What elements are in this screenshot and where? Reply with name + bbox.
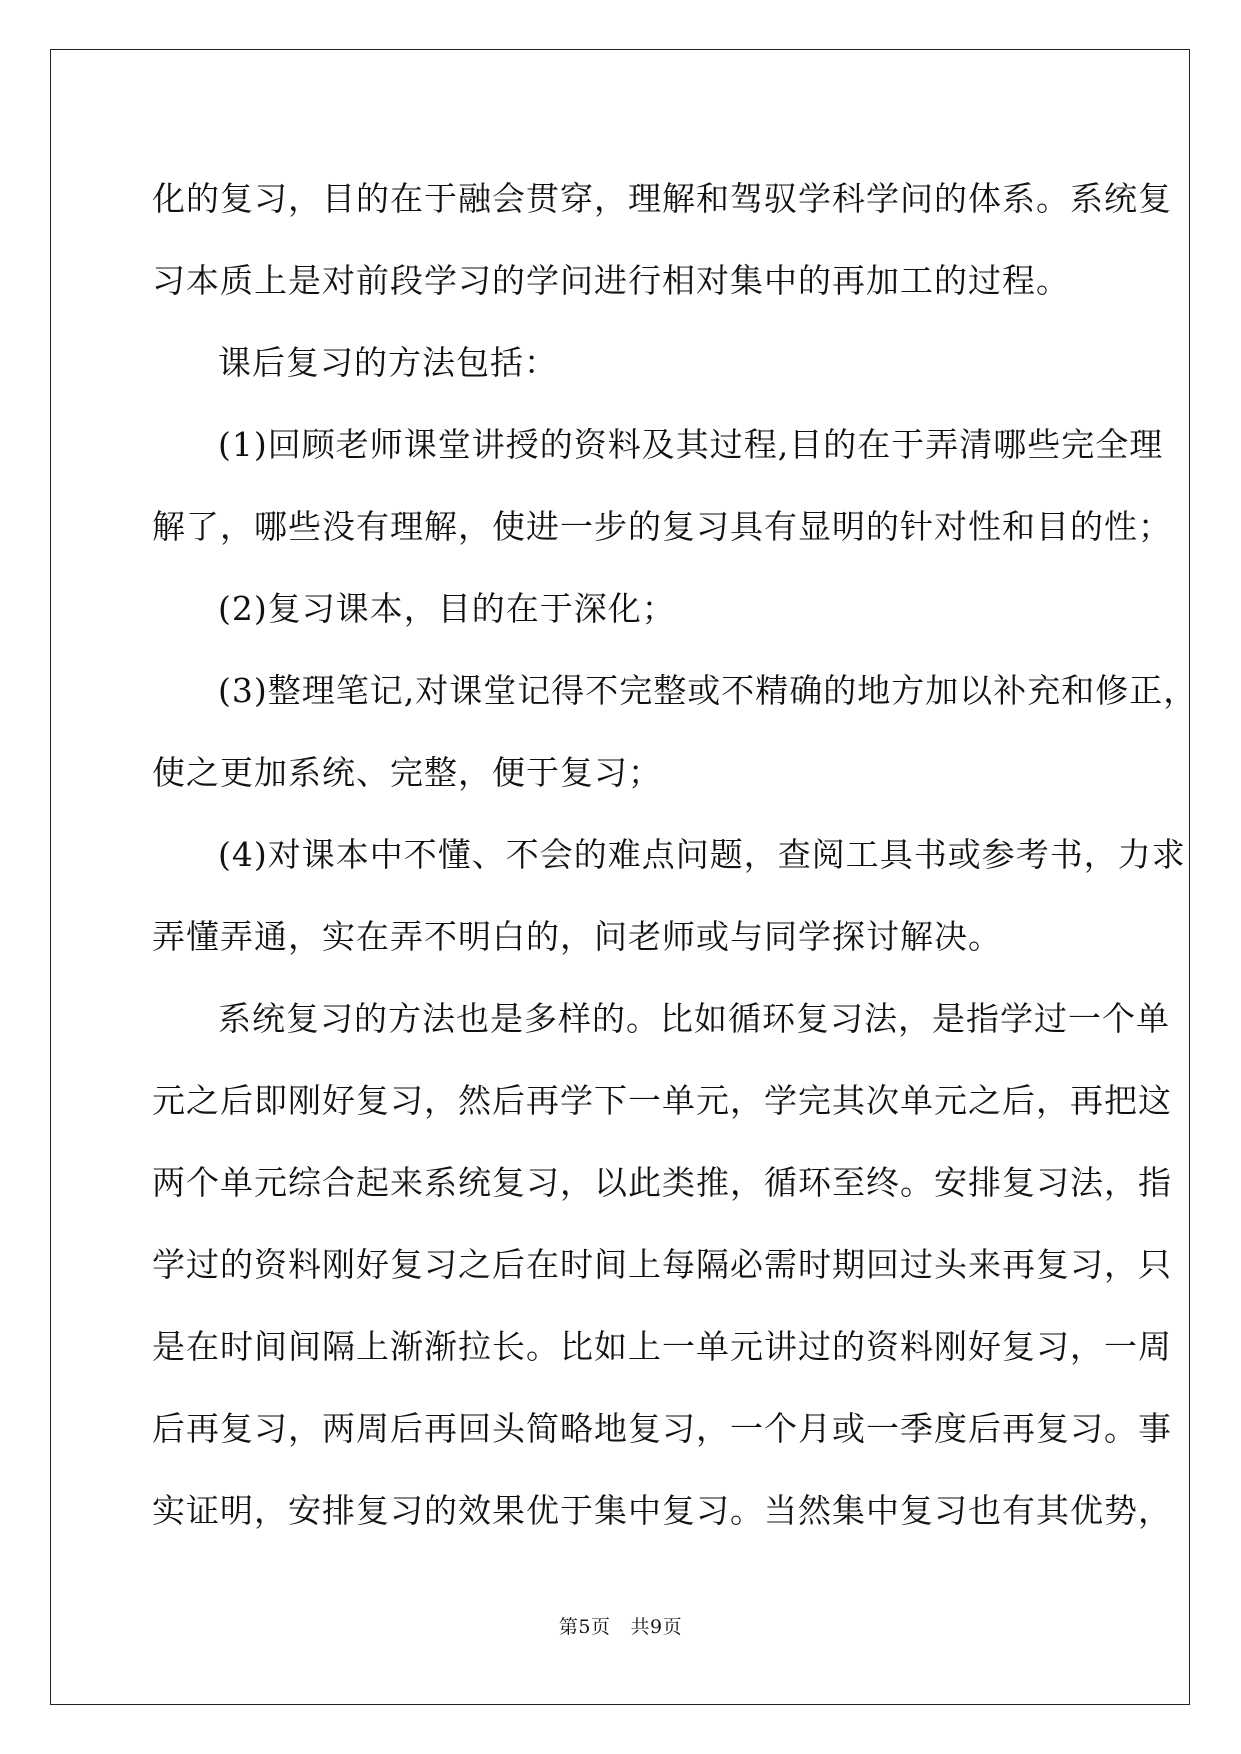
page-number: 第5页 [558,1616,611,1638]
text-line: 学过的资料刚好复习之后在时间上每隔必需时期回过头来再复习，只 [152,1245,1172,1284]
text-line: 实证明，安排复习的效果优于集中复习。当然集中复习也有其优势， [152,1491,1172,1530]
text-line: 后再复习，两周后再回头简略地复习，一个月或一季度后再复习。事 [152,1409,1172,1448]
page-total: 共9页 [630,1616,683,1638]
list-item-1: (1)回顾老师课堂讲授的资料及其过程,目的在于弄清哪些完全理 [218,425,1164,464]
text-line: 习本质上是对前段学习的学问进行相对集中的再加工的过程。 [152,261,1070,300]
text-line: 解了，哪些没有理解，使进一步的复习具有显明的针对性和目的性； [152,507,1172,546]
page-footer [0,1612,1241,1639]
text-line: 弄懂弄通，实在弄不明白的，问老师或与同学探讨解决。 [152,917,1002,956]
paragraph-heading: 课后复习的方法包括： [218,343,558,382]
list-item-2: (2)复习课本，目的在于深化； [218,589,676,628]
text-line: 使之更加系统、完整，便于复习； [152,753,662,792]
list-item-3: (3)整理笔记,对课堂记得不完整或不精确的地方加以补充和修正， [218,671,1198,710]
list-item-4: (4)对课本中不懂、不会的难点问题，查阅工具书或参考书，力求 [218,835,1186,874]
text-line: 元之后即刚好复习，然后再学下一单元，学完其次单元之后，再把这 [152,1081,1172,1120]
text-line: 两个单元综合起来系统复习，以此类推，循环至终。安排复习法，指 [152,1163,1172,1202]
document-body [152,158,1198,1552]
paragraph-start: 系统复习的方法也是多样的。比如循环复习法，是指学过一个单 [218,999,1170,1038]
text-line: 化的复习，目的在于融会贯穿，理解和驾驭学科学问的体系。系统复 [152,179,1172,218]
text-line: 是在时间间隔上渐渐拉长。比如上一单元讲过的资料刚好复习，一周 [152,1327,1172,1366]
